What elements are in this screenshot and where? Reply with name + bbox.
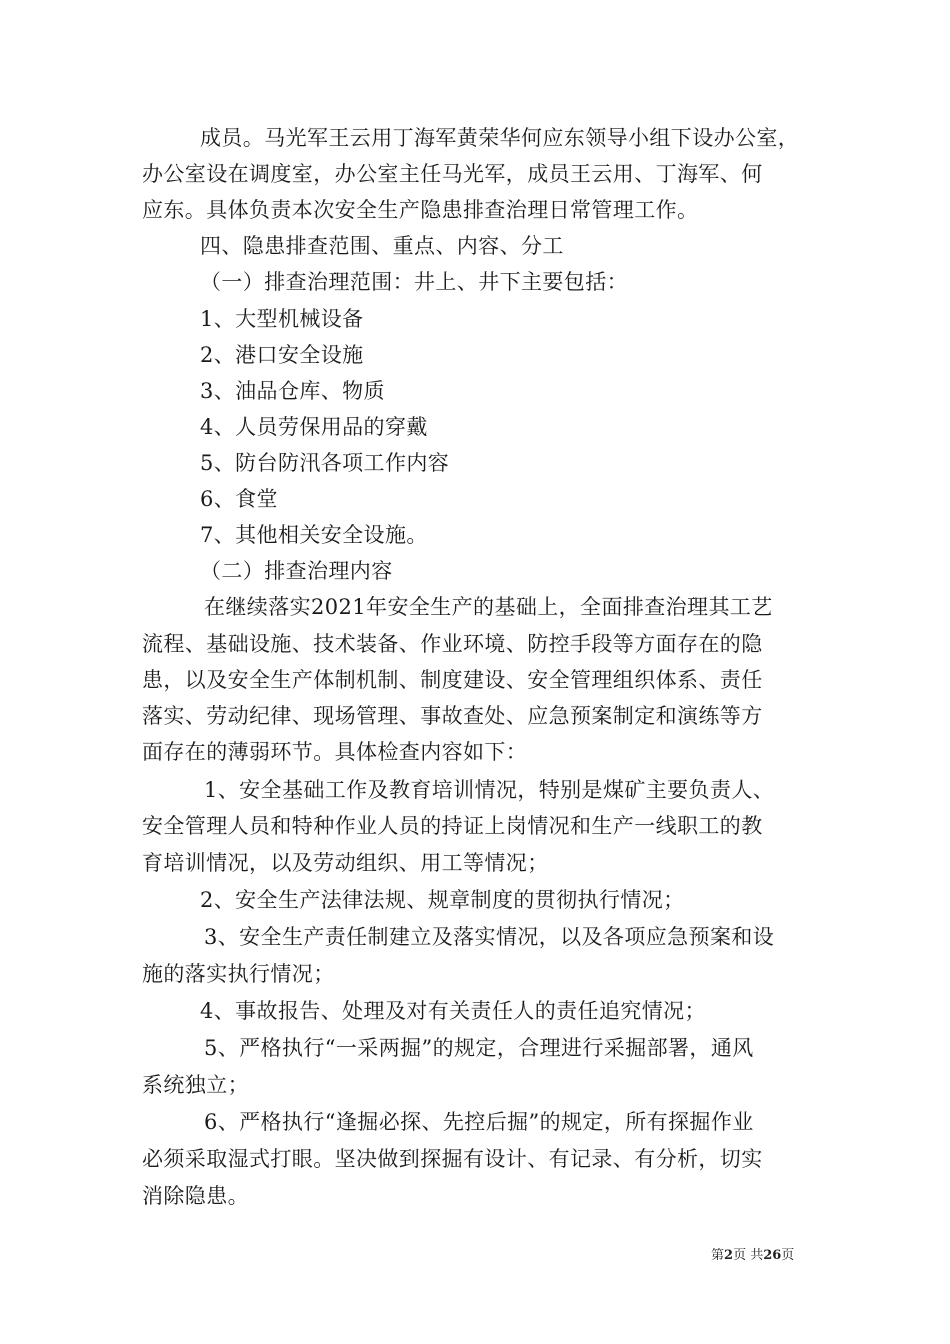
list-item: 1、大型机械设备 [200,307,364,331]
text-line: 在继续落实2021年安全生产的基础上，全面排查治理其工艺 [204,595,773,619]
text-line: 必须采取湿式打眼。坚决做到探掘有设计、有记录、有分析，切实 [142,1147,763,1171]
text-line: 落实、劳动纪律、现场管理、事故查处、应急预案制定和演练等方 [142,704,763,728]
text-line: 系统独立； [142,1073,249,1097]
text-line: 育培训情况，以及劳动组织、用工等情况； [142,851,549,875]
list-item: 4、人员劳保用品的穿戴 [200,415,428,439]
text-line: 应东。具体负责本次安全生产隐患排查治理日常管理工作。 [142,198,699,222]
current-page-number: 2 [724,1248,734,1263]
text-line: 4、事故报告、处理及对有关责任人的责任追究情况； [200,999,706,1023]
footer-prefix: 第 [711,1248,725,1263]
text-line: 安全管理人员和特种作业人员的持证上岗情况和生产一线职工的教 [142,814,763,838]
list-item: 6、食堂 [200,487,278,511]
text-line: 2、安全生产法律法规、规章制度的贯彻执行情况； [200,888,685,912]
section-heading: 四、隐患排查范围、重点、内容、分工 [200,234,564,258]
footer-middle: 页 共 [733,1248,764,1263]
text-line: 施的落实执行情况； [142,962,335,986]
text-line: 6、严格执行“逢掘必探、先控后掘”的规定，所有探掘作业 [204,1110,754,1134]
page-number-footer [711,1247,794,1265]
text-line: 患，以及安全生产体制机制、制度建设、安全管理组织体系、责任 [142,668,763,692]
text-line: 成员。马光军王云用丁海军黄荣华何应东领导小组下设办公室， [200,126,800,150]
text-line: 消除隐患。 [142,1184,249,1208]
text-line: 面存在的薄弱环节。具体检查内容如下： [142,740,528,764]
subsection-heading: （一）排查治理范围：井上、井下主要包括： [200,270,628,294]
footer-suffix: 页 [781,1248,795,1263]
list-item: 2、港口安全设施 [200,343,364,367]
text-line: 1、安全基础工作及教育培训情况，特别是煤矿主要负责人、 [204,778,775,802]
subsection-heading: （二）排查治理内容 [200,559,393,583]
list-item: 5、防台防汛各项工作内容 [200,451,450,475]
list-item: 7、其他相关安全设施。 [200,523,428,547]
total-page-number: 26 [763,1248,782,1263]
text-line: 办公室设在调度室，办公室主任马光军，成员王云用、丁海军、何 [142,162,763,186]
text-line: 流程、基础设施、技术装备、作业环境、防控手段等方面存在的隐 [142,632,763,656]
list-item: 3、油品仓库、物质 [200,379,385,403]
text-line: 5、严格执行“一采两掘”的规定，合理进行采掘部署，通风 [204,1036,754,1060]
text-line: 3、安全生产责任制建立及落实情况，以及各项应急预案和设 [204,925,775,949]
